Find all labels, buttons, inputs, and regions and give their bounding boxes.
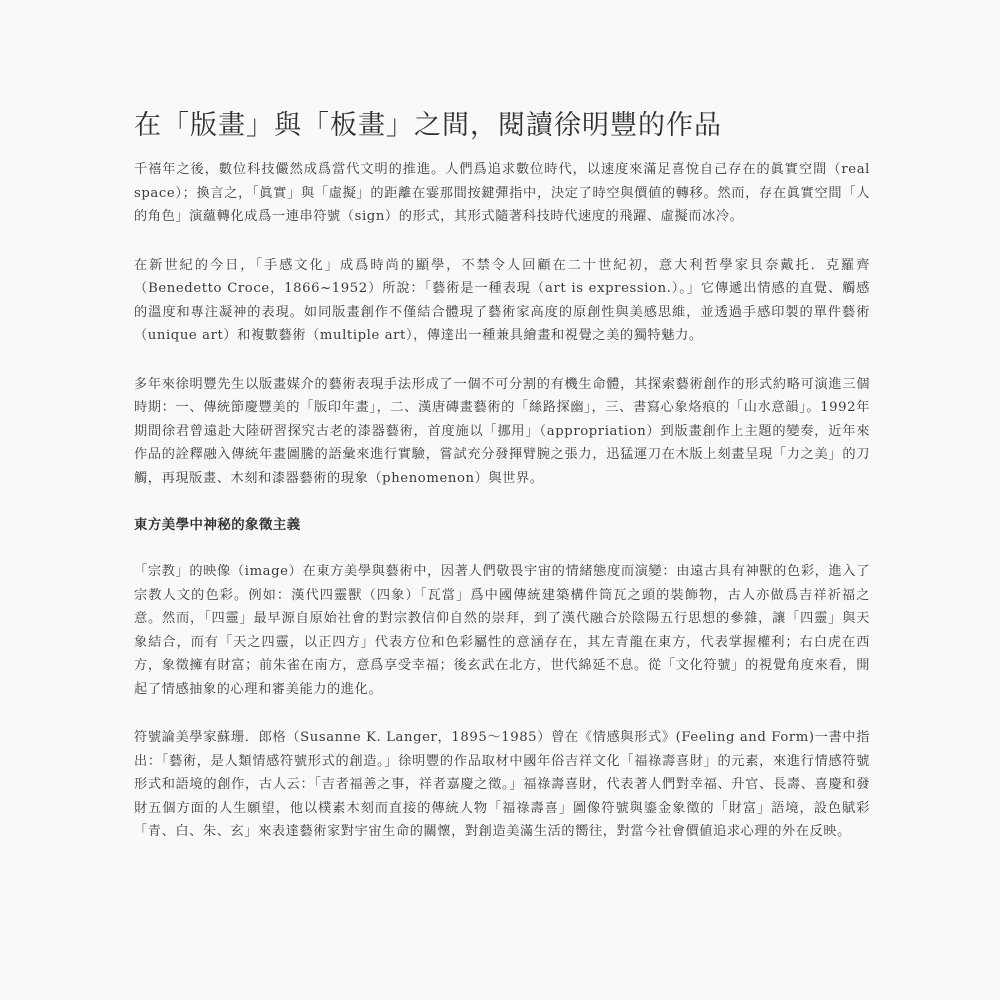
body-paragraph: 在新世紀的今日，「手感文化」成爲時尚的顯學，不禁令人回顧在二十世紀初，意大利哲學家貝奈戴托．克羅齊（Benedetto Croce，1866~1952）所說：「藝術是一種表現（art is expression.）。」它傳遞出情感的直覺、觸感的溫度和專注凝神的表現。如同版畫創作不僅結合體現了藝術家高度的原創性與美感思維，並透過手感印製的單件藝術（unique art）和複數藝術（multiple art），傳達出一種兼具繪畫和視覺之美的獨特魅力。 xyxy=(134,257,870,343)
body-paragraph: 「宗教」的映像（image）在東方美學與藝術中，因著人們敬畏宇宙的情緒態度而演變：由遠古具有神獸的色彩，進入了宗教人文的色彩。例如：漢代四靈獸（四象）「瓦當」爲中國傳統建築構件筒瓦之頭的裝飾物，古人亦做爲吉祥祈福之意。然而，「四靈」最早源自原始社會的對宗教信仰自然的崇拜，到了漢代融合於陰陽五行思想的參雜，讓「四靈」與天象結合，而有「天之四靈，以正四方」代表方位和色彩屬性的意涵存在，其左青龍在東方，代表掌握權利；右白虎在西方，象徵擁有財富；前朱雀在南方，意爲享受幸福；後玄武在北方，世代綿延不息。從「文化符號」的視覺角度來看，開起了情感抽象的心理和審美能力的進化。 xyxy=(134,564,870,697)
body-paragraph: 多年來徐明豐先生以版畫媒介的藝術表現手法形成了一個不可分割的有機生命體，其探索藝術創作的形式約略可演進三個時期：一、傳統節慶豐美的「版印年畫」，二、漢唐磚畫藝術的「絲路探幽」，三、書寫心象烙痕的「山水意韻」。1992年期間徐君曾遠赴大陸研習探究古老的漆器藝術，首度施以「挪用」（appropriation）到版畫創作上主題的變奏，近年來作品的詮釋融入傳統年畫圖騰的語彙來進行實驗，嘗試充分發揮臂腕之張力，迅猛運刀在木版上刻畫呈現「力之美」的刀觸，再現版畫、木刻和漆器藝術的現象（phenomenon）與世界。 xyxy=(134,376,870,486)
body-paragraph: 符號論美學家蘇珊．郎格（Susanne K. Langer，1895～1985）曾在《情感與形式》(Feeling and Form)一書中指出：「藝術，是人類情感符號形式的創造。」徐明豐的作品取材中國年俗吉祥文化「福祿壽喜財」的元素，來進行情感符號形式和語境的創作，古人云：「吉者福善之事，祥者嘉慶之徵。」福祿壽喜財，代表著人們對幸福、升官、長壽、喜慶和發財五個方面的人生願望，他以樸素木刻而直接的傳統人物「福祿壽喜」圖像符號與鎏金象徵的「財富」語境，設色賦彩「青、白、朱、玄」來表達藝術家對宇宙生命的關懷，對創造美滿生活的嚮往，對當今社會價値追求心理的外在反映。 xyxy=(134,730,870,839)
section-heading: 東方美學中神秘的象徵主義 xyxy=(134,517,301,533)
body-paragraph: 千禧年之後，數位科技儼然成爲當代文明的推進。人們爲追求數位時代，以速度來滿足喜悅自己存在的眞實空間（real space）；換言之，「眞實」與「虛擬」的距離在霎那間按鍵彈指中，決定了時空與價値的轉移。然而，存在眞實空間「人的角色」演蘊轉化成爲一連串符號（sign）的形式，其形式隨著科技時代速度的飛躍、虛擬而冰冷。 xyxy=(134,162,870,224)
page-title: 在「版畫」與「板畫」之間，閱讀徐明豐的作品 xyxy=(134,110,722,141)
